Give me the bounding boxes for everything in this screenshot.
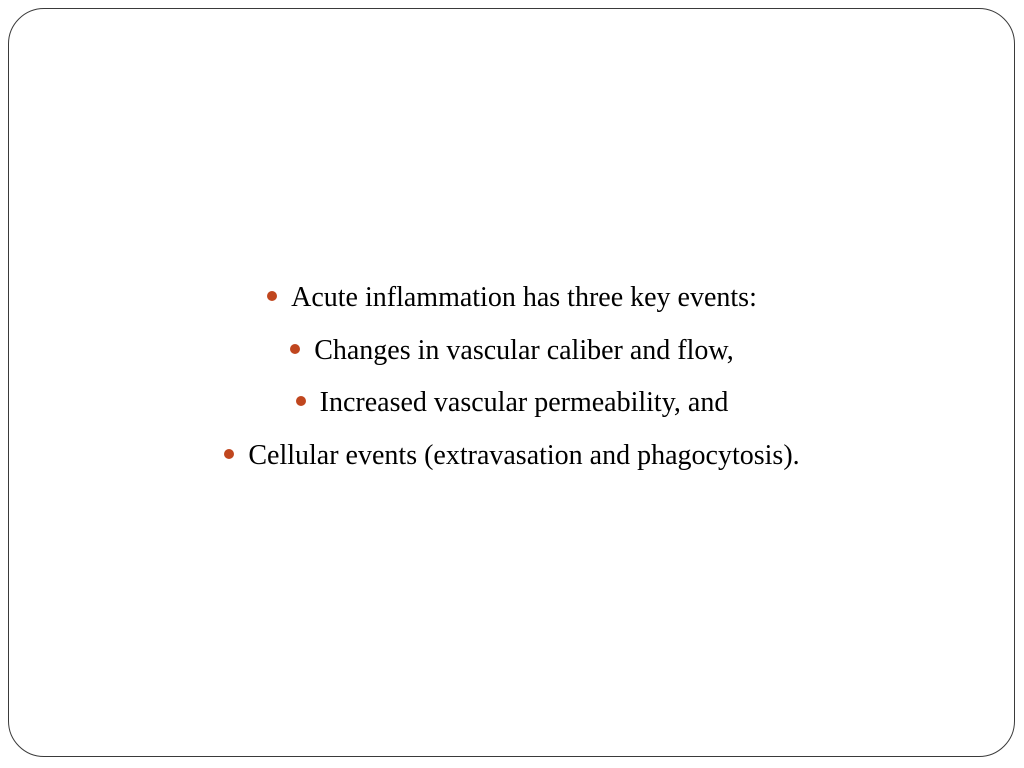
bullet-item — [0, 325, 1024, 378]
bullet-item — [0, 377, 1024, 430]
bullet-dot-icon — [224, 449, 234, 459]
bullet-item — [0, 272, 1024, 325]
bullet-text: Changes in vascular caliber and flow, — [314, 334, 734, 366]
bullet-dot-icon — [267, 291, 277, 301]
bullet-dot-icon — [290, 344, 300, 354]
bullet-list — [0, 272, 1024, 482]
bullet-text: Cellular events (extravasation and phagocytosis). — [248, 439, 800, 471]
bullet-text: Acute inflammation has three key events: — [291, 282, 757, 314]
bullet-text: Increased vascular permeability, and — [319, 387, 729, 419]
bullet-item — [0, 430, 1024, 483]
bullet-dot-icon — [296, 396, 306, 406]
